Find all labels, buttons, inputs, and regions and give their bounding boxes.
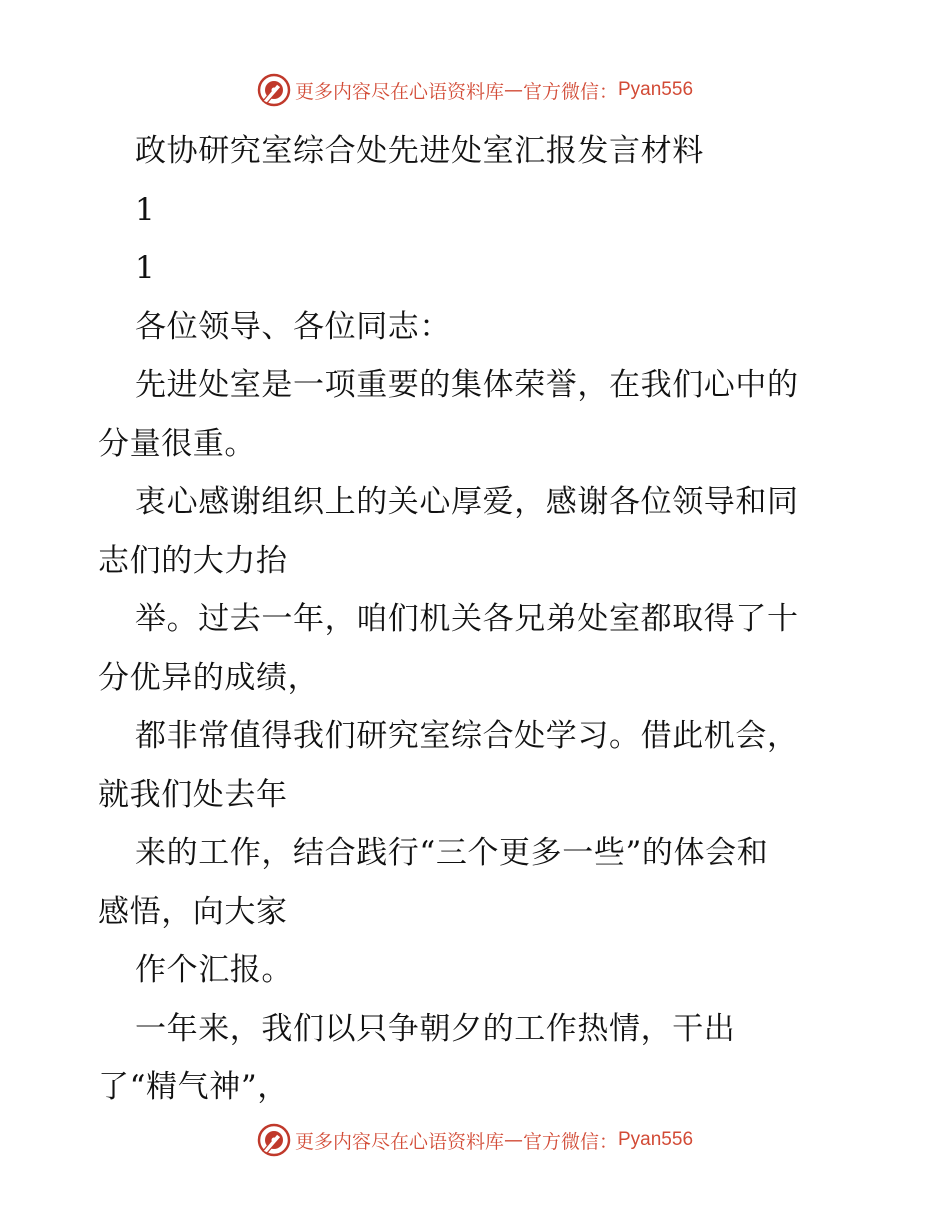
document-body	[98, 122, 858, 1117]
doc-line: 分优异的成绩，	[98, 659, 320, 696]
doc-line: 1	[135, 191, 156, 228]
watermark-sub-text: 官方微信：	[522, 1130, 618, 1153]
doc-line: 政协研究室综合处先进处室汇报发言材料	[135, 133, 704, 169]
doc-line: 志们的大力抬	[98, 542, 288, 579]
doc-line: 了“精气神”，	[98, 1069, 289, 1105]
doc-line: 就我们处去年	[98, 776, 288, 813]
doc-line: 来的工作，结合践行“三个更多一些”的体会和	[135, 835, 769, 871]
doc-line: 都非常值得我们研究室综合处学习。借此机会，	[135, 718, 799, 754]
doc-line: 1	[135, 250, 156, 286]
doc-line: 作个汇报。	[135, 952, 293, 988]
watermark-main-text: 更多内容尽在心语资料库	[294, 1130, 504, 1153]
doc-line: 分量很重。	[98, 425, 256, 462]
pen-logo-icon	[257, 1123, 291, 1157]
doc-line: 衷心感谢组织上的关心厚爱，感谢各位领导和同	[135, 484, 799, 520]
watermark-id: Pyan556	[618, 1129, 694, 1150]
watermark-dash: —	[503, 1129, 523, 1151]
watermark-main-text: 更多内容尽在心语资料库	[294, 80, 504, 103]
footer-watermark	[0, 1120, 950, 1160]
doc-line: 举。过去一年，咱们机关各兄弟处室都取得了十	[135, 601, 799, 637]
header-watermark	[0, 70, 950, 110]
pen-logo-icon	[257, 73, 291, 107]
doc-line: 一年来，我们以只争朝夕的工作热情，干出	[135, 1010, 736, 1047]
watermark-sub-text: 官方微信：	[522, 80, 618, 103]
watermark-dash: —	[503, 79, 523, 101]
watermark-id: Pyan556	[618, 79, 694, 100]
doc-line: 各位领导、各位同志：	[135, 308, 451, 345]
doc-line: 感悟，向大家	[98, 893, 288, 930]
doc-line: 先进处室是一项重要的集体荣誉，在我们心中的	[135, 367, 799, 403]
